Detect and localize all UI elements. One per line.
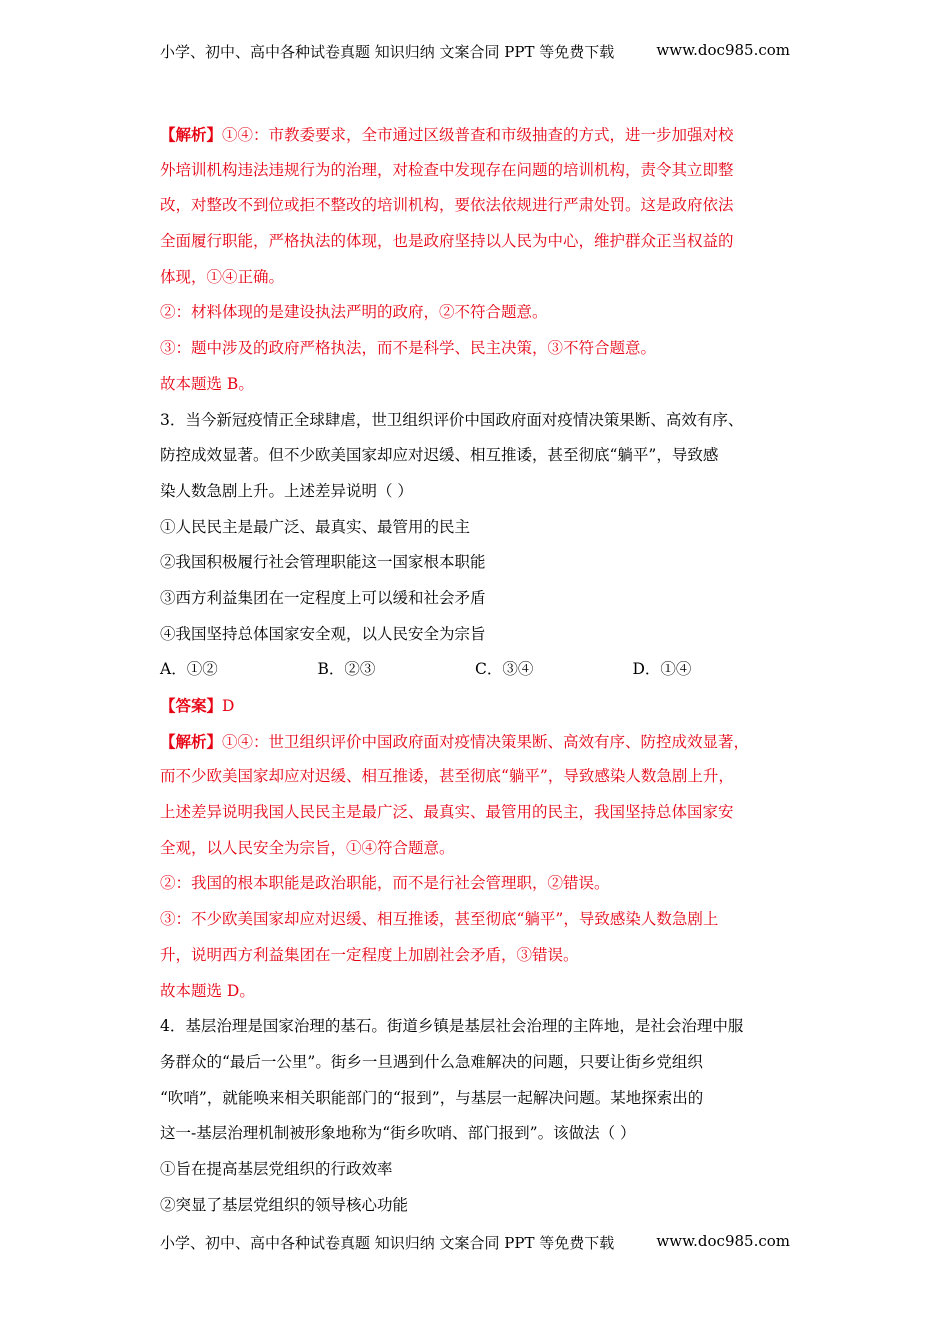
- q3-conclusion: 故本题选 D。: [160, 981, 255, 1000]
- q3-options: [160, 652, 790, 688]
- q3-analysis-line: 上述差异说明我国人民民主是最广泛、最真实、最管用的民主，我国坚持总体国家安: [160, 803, 734, 822]
- q2-conclusion: 故本题选 B。: [160, 374, 254, 393]
- header-promo-text: 小学、初中、高中各种试卷真题 知识归纳 文案合同 PPT 等免费下载: [160, 43, 615, 61]
- q4-stem-line: 这一-基层治理机制被形象地称为“街乡吹哨、部门报到”。该做法（ ）: [160, 1124, 636, 1143]
- q3-analysis-line: 而不少欧美国家却应对迟缓、相互推诿，甚至彻底“躺平”，导致感染人数急剧上升，: [160, 767, 734, 786]
- q3-statement: ①人民民主是最广泛、最真实、最管用的民主: [160, 517, 471, 536]
- page-footer: [160, 1232, 790, 1253]
- q3-statement: ④我国坚持总体国家安全观，以人民安全为宗旨: [160, 624, 486, 643]
- answer-value: D: [222, 697, 235, 715]
- q2-analysis-line: 全面履行职能，严格执法的体现，也是政府坚持以人民为中心，维护群众正当权益的: [160, 232, 734, 251]
- analysis-tag: 【解析】: [160, 125, 223, 144]
- q4-stem-line: 4．基层治理是国家治理的基石。街道乡镇是基层社会治理的主阵地，是社会治理中服: [160, 1017, 744, 1036]
- q3-analysis-line: 【解析】①④：世卫组织评价中国政府面对疫情决策果断、高效有序、防控成效显著，: [160, 731, 750, 751]
- analysis-tag: 【解析】: [160, 731, 223, 751]
- q2-analysis-line: ③：题中涉及的政府严格执法，而不是科学、民主决策，③不符合题意。: [160, 339, 657, 358]
- q4-stem-line: “吹哨”，就能唤来相关职能部门的“报到”，与基层一起解决问题。某地探索出的: [160, 1088, 704, 1107]
- q3-stem-line: 3．当今新冠疫情正全球肆虐，世卫组织评价中国政府面对疫情决策果断、高效有序、: [160, 410, 744, 429]
- option-b: B．②③: [317, 660, 376, 679]
- answer-tag: 【答案】: [160, 696, 223, 715]
- q4-statement: ①旨在提高基层党组织的行政效率: [160, 1159, 393, 1178]
- q2-analysis-line: 外培训机构违法违规行为的治理，对检查中发现存在问题的培训机构，责令其立即整: [160, 160, 734, 179]
- page-header: [160, 41, 790, 62]
- q3-analysis-line: ③：不少欧美国家却应对迟缓、相互推诿，甚至彻底“躺平”，导致感染人数急剧上: [160, 910, 719, 929]
- q3-statement: ③西方利益集团在一定程度上可以缓和社会矛盾: [160, 588, 486, 607]
- q2-analysis-line: 【解析】①④：市教委要求，全市通过区级普查和市级抽查的方式，进一步加强对校: [160, 125, 734, 144]
- option-a: A．①②: [160, 660, 218, 679]
- footer-promo-text: 小学、初中、高中各种试卷真题 知识归纳 文案合同 PPT 等免费下载: [160, 1234, 615, 1252]
- option-c: C．③④: [475, 660, 534, 679]
- header-url: www.doc985.com: [656, 41, 790, 59]
- q3-analysis-line: 升，说明西方利益集团在一定程度上加剧社会矛盾，③错误。: [160, 945, 579, 964]
- q3-analysis-line: 全观，以人民安全为宗旨，①④符合题意。: [160, 838, 455, 857]
- q3-analysis-line: ②：我国的根本职能是政治职能，而不是行社会管理职，②错误。: [160, 874, 610, 893]
- q3-statement: ②我国积极履行社会管理职能这一国家根本职能: [160, 553, 486, 572]
- q4-stem-line: 务群众的“最后一公里”。街乡一旦遇到什么急难解决的问题，只要让街乡党组织: [160, 1052, 703, 1071]
- q2-analysis-line: 体现，①④正确。: [160, 267, 285, 286]
- content: [160, 117, 790, 1223]
- q3-stem-line: 防控成效显著。但不少欧美国家却应对迟缓、相互推诿，甚至彻底“躺平”，导致感: [160, 446, 719, 465]
- q3-answer: [160, 688, 790, 724]
- q2-analysis-line: 改，对整改不到位或拒不整改的培训机构，要依法依规进行严肃处罚。这是政府依法: [160, 196, 734, 215]
- q3-stem-line: 染人数急剧上升。上述差异说明（ ）: [160, 481, 413, 500]
- footer-url: www.doc985.com: [656, 1232, 790, 1250]
- q2-analysis-line: ②：材料体现的是建设执法严明的政府，②不符合题意。: [160, 303, 548, 322]
- q4-statement: ②突显了基层党组织的领导核心功能: [160, 1195, 409, 1214]
- option-d: D．①④: [632, 660, 692, 679]
